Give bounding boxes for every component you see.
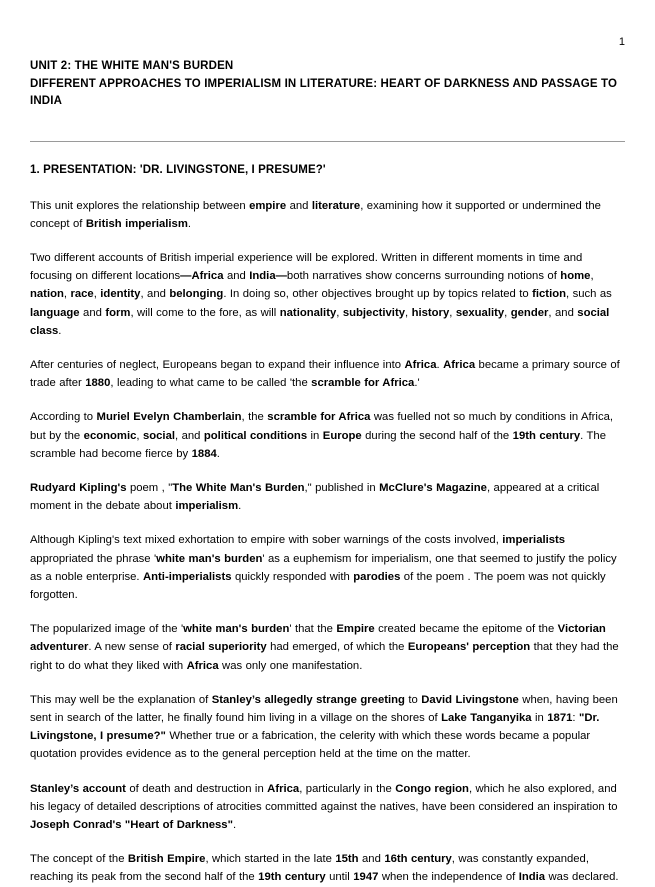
emphasis-text: identity [100, 288, 141, 301]
emphasis-text: home [560, 270, 591, 283]
emphasis-text: 1880 [85, 377, 111, 390]
emphasis-text: —Africa [180, 270, 224, 283]
body-text: both narratives show concerns surrounding notions of [286, 270, 561, 283]
emphasis-text: Europe [322, 429, 362, 442]
paragraph [30, 356, 625, 392]
emphasis-text: 1871 [547, 711, 573, 724]
body-text: until [325, 871, 354, 884]
emphasis-text: 1947 [353, 871, 379, 884]
emphasis-text: Europeans' perception [407, 641, 531, 654]
body-text: The popularized image of the ' [30, 623, 184, 636]
body-text: After centuries of neglect, Europeans began to expand their influence into [30, 358, 405, 371]
emphasis-text: history [411, 306, 450, 319]
body-text: , [504, 306, 511, 319]
emphasis-text: 15th [335, 853, 359, 866]
emphasis-text: The White Man's Burden [172, 481, 305, 494]
emphasis-text: India— [249, 270, 287, 283]
body-text: and [358, 853, 385, 866]
emphasis-text: gender [510, 306, 549, 319]
emphasis-text: Muriel Evelyn Chamberlain [96, 411, 242, 424]
body-text: . [216, 447, 220, 460]
emphasis-text: nation [30, 288, 64, 301]
body-text: , particularly in the [299, 782, 396, 795]
body-text: The concept of the [30, 853, 128, 866]
paragraph [30, 249, 625, 340]
emphasis-text: British Empire [127, 853, 206, 866]
body-text: . [232, 818, 237, 831]
body-text: , [404, 306, 412, 319]
body-text: quickly responded with [231, 570, 354, 583]
body-text: and [223, 270, 250, 283]
emphasis-text: social [142, 429, 175, 442]
paragraph-list [30, 197, 625, 887]
body-text: ' as a euphemism for imperialism, one that seemed to justify the policy as a noble enterprise. [30, 552, 617, 583]
body-text: .' [414, 377, 420, 390]
body-text: during the second half of the [361, 429, 513, 442]
body-text: when the independence of [378, 871, 519, 884]
document-title-line-1: UNIT 2: THE WHITE MAN'S BURDEN [30, 60, 234, 72]
body-text: Although Kipling's text mixed exhortation to empire with sober warnings of the costs involved, [30, 534, 503, 547]
body-text: , and [548, 306, 578, 319]
emphasis-text: language [30, 306, 80, 319]
body-text: . [238, 500, 242, 513]
body-text: . The scramble had become fierce by [30, 429, 606, 460]
emphasis-text: Africa [443, 358, 476, 371]
paragraph [30, 691, 625, 764]
paragraph [30, 408, 625, 463]
document-title [30, 58, 625, 111]
body-text: , [63, 288, 71, 301]
page-number: 1 [618, 36, 625, 48]
document-title-line-2: DIFFERENT APPROACHES TO IMPERIALISM IN LITERATURE: HEART OF DARKNESS AND PASSAGE TO INDIA [30, 77, 618, 107]
body-text: Two different accounts of British imperial experience will be explored. Written in different moments in time and focusing on different locations [30, 251, 583, 283]
body-text: : [572, 711, 579, 724]
emphasis-text: economic [83, 429, 137, 442]
body-text: , [449, 306, 456, 319]
body-text: , will come to the fore, as will [130, 306, 280, 319]
emphasis-text: Africa [267, 782, 300, 795]
emphasis-text: empire [249, 199, 287, 212]
body-text: appropriated the phrase ' [30, 552, 157, 565]
body-text: According to [30, 411, 97, 424]
body-text: , was constantly expanded, reaching its peak from the second half of the [30, 853, 589, 884]
emphasis-text: literature [311, 199, 361, 212]
emphasis-text: Empire [336, 623, 375, 636]
emphasis-text: imperialists [502, 534, 566, 547]
body-text: was fuelled not so much by conditions in Africa, but by the [30, 411, 614, 442]
paragraph [30, 780, 625, 835]
emphasis-text: race [70, 288, 94, 301]
emphasis-text: Stanley’s allegedly strange greeting [211, 693, 405, 706]
body-text: in [531, 711, 548, 724]
body-text: of death and destruction in [125, 782, 268, 795]
emphasis-text: Rudyard Kipling's [30, 481, 127, 494]
body-text: had emerged, of which the [266, 641, 408, 654]
emphasis-text: Victorian adventurer [30, 623, 606, 654]
emphasis-text: sexuality [455, 306, 505, 319]
body-text: , [136, 429, 143, 442]
body-text: , which started in the late [205, 853, 336, 866]
emphasis-text: Africa [186, 659, 219, 672]
emphasis-text: Joseph Conrad's "Heart of Darkness" [30, 818, 233, 831]
body-text: that they had the right to do what they liked with [30, 641, 619, 672]
body-text: , appeared at a critical moment in the debate about [30, 481, 600, 513]
body-text: ' that the [289, 623, 337, 636]
emphasis-text: nationality [279, 306, 337, 319]
paragraph [30, 197, 625, 233]
emphasis-text: imperialism [175, 500, 239, 513]
body-text: . [187, 217, 192, 230]
paragraph [30, 850, 625, 886]
body-text: , such as [566, 288, 612, 301]
body-text: ," published in [304, 481, 380, 494]
body-text: , examining how it supported or undermined the concept of [30, 199, 601, 230]
body-text: Whether true or a fabrication, the celerity with which these words became a popular quotation provides evidence as to the general perception held at the time on the matter. [30, 730, 591, 761]
emphasis-text: Stanley’s account [30, 782, 126, 795]
body-text: , which he also explored, and his legacy of detailed descriptions of atrocities committed against the natives, have been considered an inspiration to [30, 782, 618, 813]
body-text: to [404, 693, 422, 706]
body-text: , [590, 270, 594, 283]
body-text: of the poem . The poem was not quickly forgotten. [30, 570, 606, 601]
body-text: became a primary source of trade after [30, 358, 620, 390]
emphasis-text: scramble for Africa [267, 411, 371, 424]
emphasis-text: belonging [169, 288, 224, 301]
body-text: when, having been sent in search of the latter, he finally found him living in a village on the shores of [30, 693, 618, 724]
emphasis-text: white man's burden [183, 623, 290, 636]
emphasis-text: David Livingstone [421, 693, 519, 706]
body-text: This unit explores the relationship between [30, 199, 250, 212]
body-text: was declared. [545, 871, 619, 884]
emphasis-text: fiction [532, 288, 567, 301]
emphasis-text: India [518, 871, 546, 884]
emphasis-text: 1884 [191, 447, 217, 460]
body-text: , [336, 306, 343, 319]
emphasis-text: 19th century [512, 429, 581, 442]
document-content [30, 58, 625, 887]
body-text: , leading to what came to be called 'the [110, 377, 312, 390]
emphasis-text: parodies [353, 570, 401, 583]
body-text: . In doing so, other objectives brought up by topics related to [223, 288, 533, 301]
body-text: and [79, 306, 106, 319]
body-text: , the [241, 411, 268, 424]
emphasis-text: Congo region [395, 782, 469, 795]
emphasis-text: white man's burden [156, 552, 263, 565]
emphasis-text: McClure's Magazine [379, 481, 487, 494]
emphasis-text: political conditions [203, 429, 308, 442]
paragraph [30, 531, 625, 604]
emphasis-text: "Dr. Livingstone, I presume?" [30, 711, 600, 743]
body-text: in [307, 429, 323, 442]
paragraph [30, 479, 625, 515]
body-text: This may well be the explanation of [30, 693, 212, 706]
body-text: created became the epitome of the [374, 623, 558, 636]
body-text: , and [175, 429, 204, 442]
emphasis-text: 16th century [384, 853, 452, 866]
section-heading: 1. PRESENTATION: 'DR. LIVINGSTONE, I PRESUME?' [30, 163, 326, 176]
body-text: poem , " [126, 481, 173, 494]
emphasis-text: Africa [404, 358, 437, 371]
emphasis-text: racial superiority [175, 641, 267, 654]
body-text: . A new sense of [88, 641, 176, 654]
emphasis-text: British imperialism [85, 217, 188, 230]
emphasis-text: subjectivity [342, 306, 405, 319]
body-text: and [286, 199, 312, 212]
emphasis-text: form [105, 306, 131, 319]
body-text: . [436, 358, 444, 371]
emphasis-text: scramble for Africa [311, 377, 415, 390]
body-text: was only one manifestation. [218, 659, 363, 672]
body-text: , and [140, 288, 170, 301]
emphasis-text: Lake Tanganyika [441, 711, 532, 724]
emphasis-text: Anti-imperialists [142, 570, 232, 583]
paragraph [30, 620, 625, 675]
emphasis-text: social class [30, 306, 610, 337]
body-text: , [93, 288, 101, 301]
title-divider [30, 141, 625, 142]
emphasis-text: 19th century [258, 871, 326, 884]
body-text: . [58, 324, 62, 337]
